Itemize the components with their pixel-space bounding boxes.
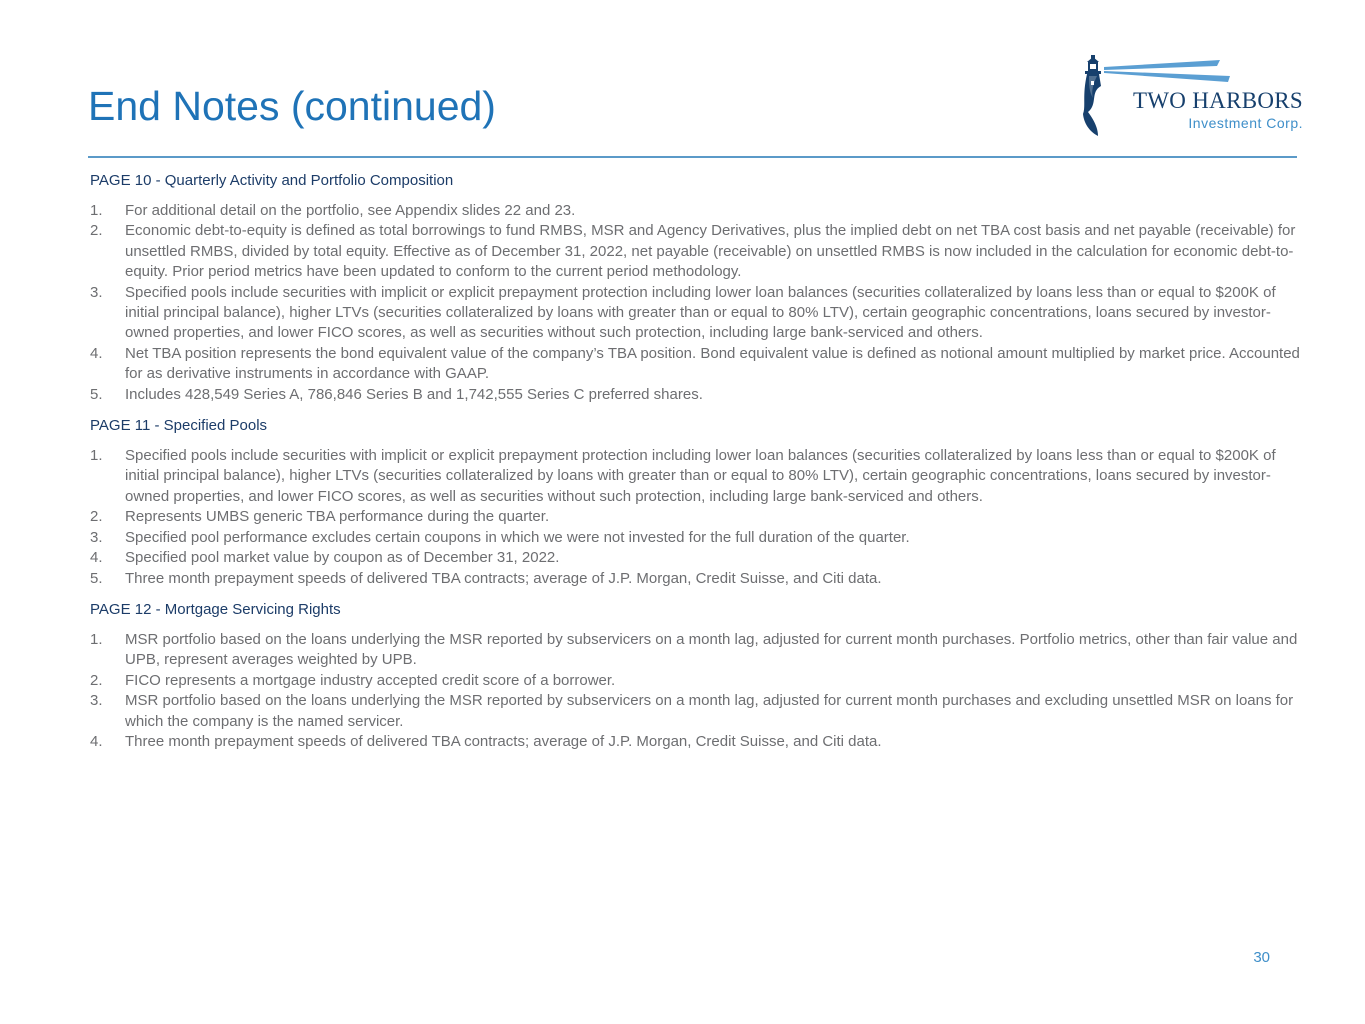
section-page-11 bbox=[90, 415, 1300, 589]
note-number: 5. bbox=[90, 385, 103, 403]
note-item bbox=[90, 732, 1300, 752]
page-title: End Notes (continued) bbox=[88, 83, 496, 129]
notes-list bbox=[90, 201, 1300, 405]
note-text: Specified pool market value by coupon as of December 31, 2022. bbox=[125, 549, 560, 567]
note-text: For additional detail on the portfolio, see Appendix slides 22 and 23. bbox=[125, 202, 576, 219]
note-number: 4. bbox=[90, 549, 103, 567]
note-text: Economic debt-to-equity is defined as total borrowings to fund RMBS, MSR and Agency Derivatives, plus the implied debt on net TBA cost basis and net payable (receivable) for unsettled RMBS, divided by total equity. Effective as of December 31, 2022, net payable (receivable) on unsettled RMBS is now included in the calculation for economic debt-to-equity. Prior period metrics have been updated to conform to the current period methodology. bbox=[125, 222, 1296, 281]
notes-list bbox=[90, 630, 1300, 752]
note-number: 4. bbox=[90, 344, 103, 362]
company-logo bbox=[1078, 52, 1303, 140]
note-number: 2. bbox=[90, 508, 103, 526]
section-page-12 bbox=[90, 599, 1300, 752]
section-heading: PAGE 11 - Specified Pools bbox=[90, 417, 268, 435]
note-text: Net TBA position represents the bond equivalent value of the company’s TBA position. Bond equivalent value is defined as notional amount multiplied by market price. Accounted for as derivative instruments in accordance with GAAP. bbox=[125, 344, 1300, 383]
note-number: 3. bbox=[90, 283, 103, 301]
notes-list bbox=[90, 446, 1300, 589]
note-text: Three month prepayment speeds of delivered TBA contracts; average of J.P. Morgan, Credit Suisse, and Citi data. bbox=[125, 732, 882, 750]
note-item bbox=[90, 671, 1300, 691]
note-item bbox=[90, 201, 1300, 221]
note-text: Specified pool performance excludes certain coupons in which we were not invested for the full duration of the quarter. bbox=[125, 528, 910, 546]
note-number: 1. bbox=[90, 630, 103, 648]
section-page-10 bbox=[90, 170, 1300, 405]
note-item bbox=[90, 283, 1300, 344]
note-item bbox=[90, 528, 1300, 548]
note-item bbox=[90, 221, 1300, 282]
note-text: Three month prepayment speeds of delivered TBA contracts; average of J.P. Morgan, Credit Suisse, and Citi data. bbox=[125, 569, 882, 587]
note-text: Specified pools include securities with implicit or explicit prepayment protection including lower loan balances (securities collateralized by loans less than or equal to $200K of initial principal balance), higher LTVs (securities collateralized by loans with greater than or equal to 80% LTV), certain geographic concentrations, loans secured by investor-owned properties, and lower FICO scores, as well as securities without such protection, including large bank-serviced and others. bbox=[125, 283, 1276, 342]
note-number: 1. bbox=[90, 447, 103, 465]
note-item bbox=[90, 507, 1300, 527]
note-number: 2. bbox=[90, 671, 103, 689]
note-text: Includes 428,549 Series A, 786,846 Series B and 1,742,555 Series C preferred shares. bbox=[125, 385, 703, 403]
note-text: MSR portfolio based on the loans underlying the MSR reported by subservicers on a month lag, adjusted for current month purchases. Portfolio metrics, other than fair value and UPB, represent averages weighted by UPB. bbox=[125, 630, 1298, 669]
note-number: 1. bbox=[90, 202, 103, 219]
page-number: 30 bbox=[1253, 949, 1270, 966]
note-number: 3. bbox=[90, 692, 103, 710]
note-number: 4. bbox=[90, 732, 103, 750]
title-divider bbox=[88, 156, 1297, 158]
section-heading: PAGE 12 - Mortgage Servicing Rights bbox=[90, 600, 341, 618]
note-text: FICO represents a mortgage industry accepted credit score of a borrower. bbox=[125, 671, 616, 689]
note-text: MSR portfolio based on the loans underlying the MSR reported by subservicers on a month lag, adjusted for current month purchases and excluding unsettled MSR on loans for which the company is the named servicer. bbox=[125, 692, 1294, 730]
note-item bbox=[90, 630, 1300, 671]
note-text: Represents UMBS generic TBA performance during the quarter. bbox=[125, 508, 550, 526]
company-subtitle: Investment Corp. bbox=[1188, 115, 1303, 131]
company-name: TWO HARBORS bbox=[1132, 88, 1303, 113]
note-number: 5. bbox=[90, 569, 103, 587]
note-item bbox=[90, 569, 1300, 589]
note-item bbox=[90, 691, 1300, 732]
note-item bbox=[90, 385, 1300, 405]
note-text: Specified pools include securities with implicit or explicit prepayment protection including lower loan balances (securities collateralized by loans less than or equal to $200K of initial principal balance), higher LTVs (securities collateralized by loans with greater than or equal to 80% LTV), certain geographic concentrations, loans secured by investor-owned properties, and lower FICO scores, as well as securities without such protection, including large bank-serviced and others. bbox=[125, 447, 1276, 505]
end-notes-content bbox=[90, 170, 1300, 762]
note-item bbox=[90, 344, 1300, 385]
note-number: 3. bbox=[90, 528, 103, 546]
note-item bbox=[90, 548, 1300, 568]
section-heading: PAGE 10 - Quarterly Activity and Portfolio Composition bbox=[90, 172, 454, 189]
note-number: 2. bbox=[90, 222, 103, 240]
note-item bbox=[90, 446, 1300, 507]
